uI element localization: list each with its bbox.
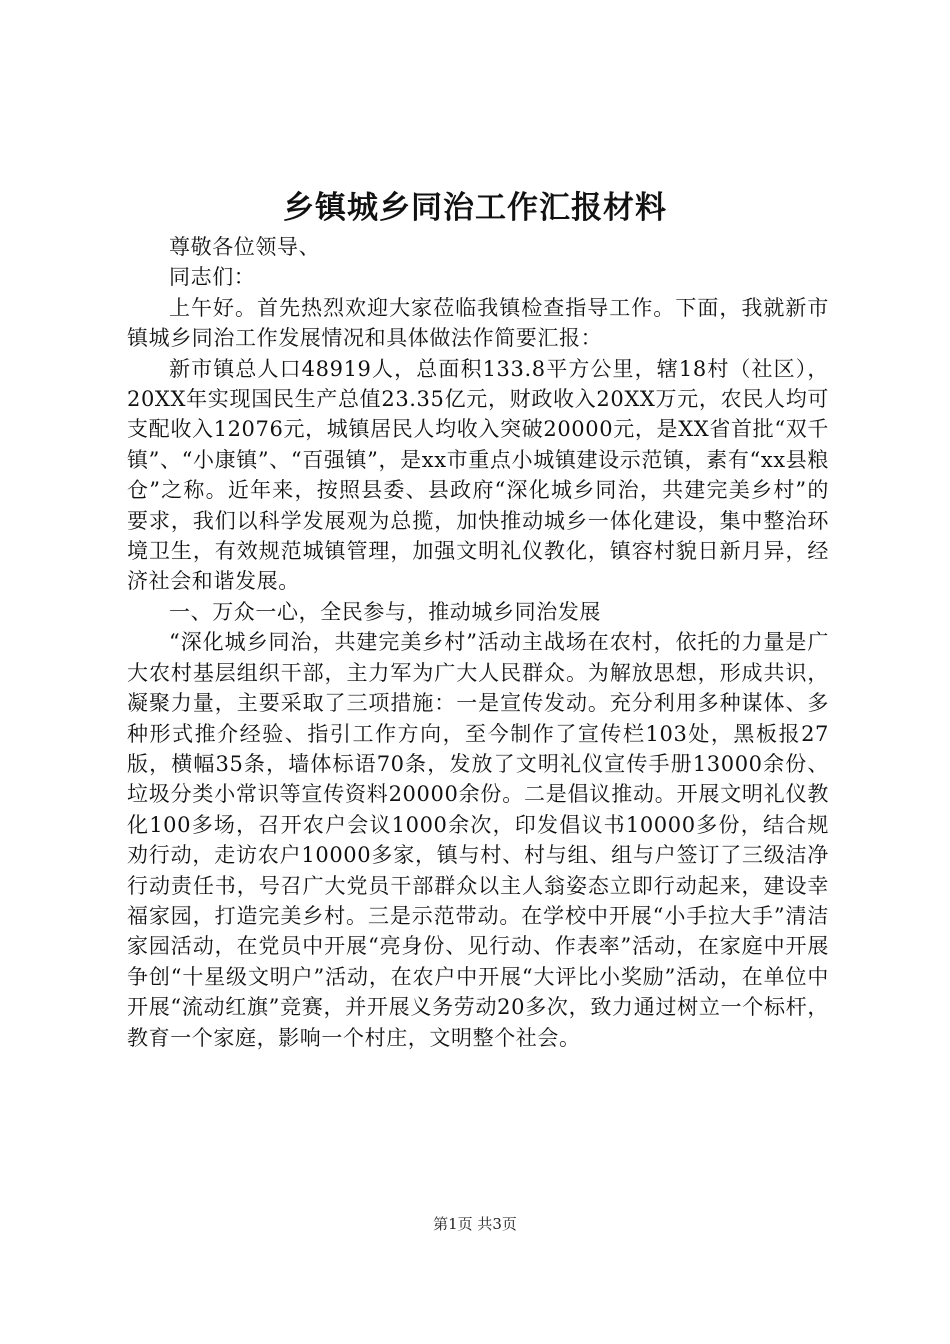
section-heading: 一、万众一心，全民参与，推动城乡同治发展: [169, 599, 601, 624]
document-body: [127, 232, 829, 1053]
salutation-line-1: 尊敬各位领导、: [169, 235, 321, 259]
overview-paragraph: 新市镇总人口48919人，总面积133.8平方公里，辖18村（社区），20XX年实现国民生产总值23.35亿元，财政收入20XX万元，农民人均可支配收入12076元，城镇居民人均收入突破20000元，是XX省首批“双千镇”、“小康镇”、“百强镇”，是xx市重点小城镇建设示范镇，素有“xx县粮仓”之称。近年来，按照县委、县政府“深化城乡同治，共建完美乡村”的要求，我们以科学发展观为总揽，加快推动城乡一体化建设，集中整治环境卫生，有效规范城镇管理，加强文明礼仪教化，镇容村貌日新月异，经济社会和谐发展。: [127, 356, 829, 594]
document-title: 乡镇城乡同治工作汇报材料: [283, 190, 667, 226]
opening-paragraph: 上午好。首先热烈欢迎大家莅临我镇检查指导工作。下面，我就新市镇城乡同治工作发展情况和具体做法作简要汇报：: [127, 295, 829, 351]
salutation-line-2: 同志们：: [169, 265, 256, 290]
page-number-footer: 第1页 共3页: [433, 1215, 517, 1233]
measures-paragraph: “深化城乡同治，共建完美乡村”活动主战场在农村，依托的力量是广大农村基层组织干部，主力军为广大人民群众。为解放思想，形成共识，凝聚力量，主要采取了三项措施：一是宣传发动。充分利用多种谋体、多种形式推介经验、指引工作方向，至今制作了宣传栏103处，黑板报27版，横幅35条，墙体标语70条，发放了文明礼仪宣传手册13000余份、垃圾分类小常识等宣传资料20000余份。二是倡议推动。开展文明礼仪教化100多场，召开农户会议1000余次，印发倡议书10000多份，结合规劝行动，走访农户10000多家，镇与村、村与组、组与户签订了三级洁净行动责任书，号召广大党员干部群众以主人翁姿态立即行动起来，建设幸福家园，打造完美乡村。三是示范带动。在学校中开展“小手拉大手”清洁家园活动，在党员中开展“亮身份、见行动、作表率”活动，在家庭中开展争创“十星级文明户”活动，在农户中开展“大评比小奖励”活动，在单位中开展“流动红旗”竞赛，并开展义务劳动20多次，致力通过树立一个标杆，教育一个家庭，影响一个村庄，文明整个社会。: [127, 630, 829, 1050]
